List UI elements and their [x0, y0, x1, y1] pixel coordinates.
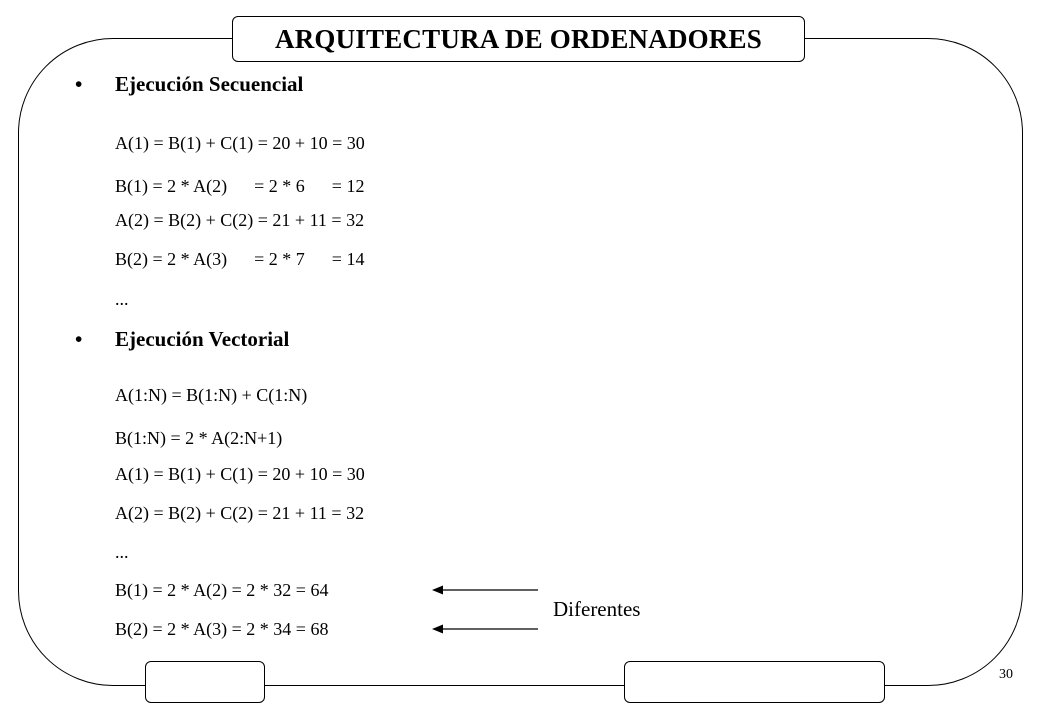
code-line: B(1) = 2 * A(2) = 2 * 32 = 64 — [115, 580, 329, 600]
bullet: • — [75, 72, 83, 96]
section-heading-sequential — [75, 72, 303, 97]
code-line: B(1:N) = 2 * A(2:N+1) — [115, 428, 283, 448]
left-arrow-icon — [432, 623, 538, 635]
page-number: 30 — [999, 667, 1013, 682]
bullet: • — [75, 327, 83, 351]
section-heading-text: Ejecución Vectorial — [115, 327, 290, 351]
section-heading-vectorial — [75, 327, 289, 352]
footer-box-right — [624, 661, 885, 703]
slide-title — [232, 16, 805, 62]
ellipsis-line: ... — [115, 289, 129, 309]
code-line: A(1) = B(1) + C(1) = 20 + 10 = 30 — [115, 133, 365, 153]
left-arrow-icon — [432, 584, 538, 596]
footer-box-left — [145, 661, 265, 703]
code-line: B(2) = 2 * A(3) = 2 * 7 = 14 — [115, 249, 365, 269]
differences-label: Diferentes — [553, 597, 641, 621]
ellipsis-line: ... — [115, 542, 129, 562]
code-line: A(1:N) = B(1:N) + C(1:N) — [115, 385, 308, 405]
section-heading-text: Ejecución Secuencial — [115, 72, 304, 96]
code-line: A(2) = B(2) + C(2) = 21 + 11 = 32 — [115, 503, 365, 523]
code-line: B(1) = 2 * A(2) = 2 * 6 = 12 — [115, 176, 365, 196]
code-line: A(2) = B(2) + C(2) = 21 + 11 = 32 — [115, 210, 365, 230]
code-line: A(1) = B(1) + C(1) = 20 + 10 = 30 — [115, 464, 365, 484]
code-line: B(2) = 2 * A(3) = 2 * 34 = 68 — [115, 619, 329, 639]
slide-title-text: ARQUITECTURA DE ORDENADORES — [275, 23, 762, 54]
